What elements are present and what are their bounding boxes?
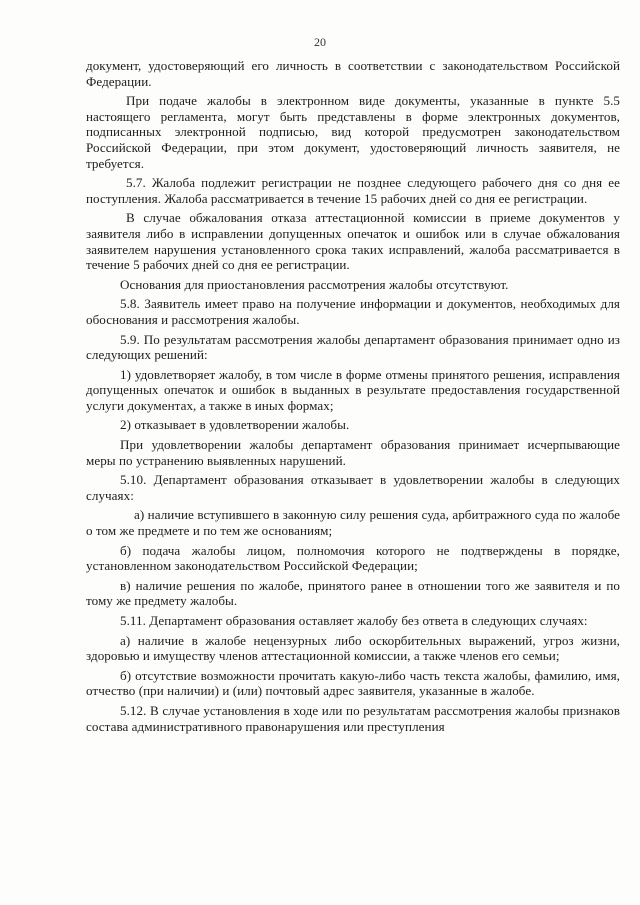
section-5-11: 5.11. Департамент образования оставляет жалобу без ответа в следующих случаях: bbox=[120, 613, 588, 628]
page-number: 20 bbox=[314, 35, 326, 49]
paragraph: При удовлетворении жалобы департамент образования принимает исчерпывающие меры по устранению выявленных нарушений. bbox=[86, 437, 620, 468]
section-5-8: 5.8. Заявитель имеет право на получение информации и документов, необходимых для обоснования и рассмотрения жалобы. bbox=[86, 296, 620, 327]
document-body bbox=[86, 58, 620, 738]
list-item: в) наличие решения по жалобе, принятого ранее в отношении того же заявителя и по тому же предмету жалобы. bbox=[86, 577, 620, 609]
list-item: б) подача жалобы лицом, полномочия которого не подтверждены в порядке, установленном законодательством Российской Федерации; bbox=[86, 542, 620, 574]
section-5-9: 5.9. По результатам рассмотрения жалобы департамент образования принимает одно из следующих решений: bbox=[86, 331, 620, 363]
paragraph: документ, удостоверяющий его личность в соответствии с законодательством Российской Федерации. bbox=[86, 58, 620, 89]
list-item: а) наличие вступившего в законную силу решения суда, арбитражного суда по жалобе о том же предмете и по тем же основаниям; bbox=[86, 507, 620, 539]
list-item: а) наличие в жалобе нецензурных либо оскорбительных выражений, угроз жизни, здоровью и имуществу членов аттестационной комиссии, а также членов его семьи; bbox=[86, 632, 620, 664]
list-item: 2) отказывает в удовлетворении жалобы. bbox=[120, 417, 350, 433]
list-item: б) отсутствие возможности прочитать какую-либо часть текста жалобы, фамилию, имя, отчество (при наличии) и (или) почтовый адрес заявителя, указанные в жалобе. bbox=[86, 667, 620, 699]
section-5-10: 5.10. Департамент образования отказывает в удовлетворении жалобы в следующих случаях: bbox=[86, 472, 620, 503]
paragraph: При подаче жалобы в электронном виде документы, указанные в пункте 5.5 настоящего регламента, могут быть представлены в форме электронных документов, подписанных электронной подписью, вид которой предусмотрен законодательством Российской Федерации, при этом документ, удостоверяющий личность заявителя, не требуется. bbox=[86, 93, 620, 171]
paragraph: Основания для приостановления рассмотрения жалобы отсутствуют. bbox=[120, 276, 509, 292]
section-5-7: 5.7. Жалоба подлежит регистрации не позднее следующего рабочего дня со дня ее поступления. Жалоба рассматривается в течение 15 рабочих дней со дня ее регистрации. bbox=[86, 175, 620, 206]
list-item: 1) удовлетворяет жалобу, в том числе в форме отмены принятого решения, исправления допущенных опечаток и ошибок в выданных в результате предоставления государственной услуги документах, а также в иных формах; bbox=[86, 366, 620, 413]
paragraph: В случае обжалования отказа аттестационной комиссии в приеме документов у заявителя либо в исправлении допущенных опечаток и ошибок или в случае обжалования заявителем нарушения установленного срока таких исправлений, жалоба рассматривается в течение 5 рабочих дней со дня ее регистрации. bbox=[86, 210, 620, 273]
section-5-12: 5.12. В случае установления в ходе или по результатам рассмотрения жалобы признаков состава административного правонарушения или преступления bbox=[86, 702, 620, 734]
